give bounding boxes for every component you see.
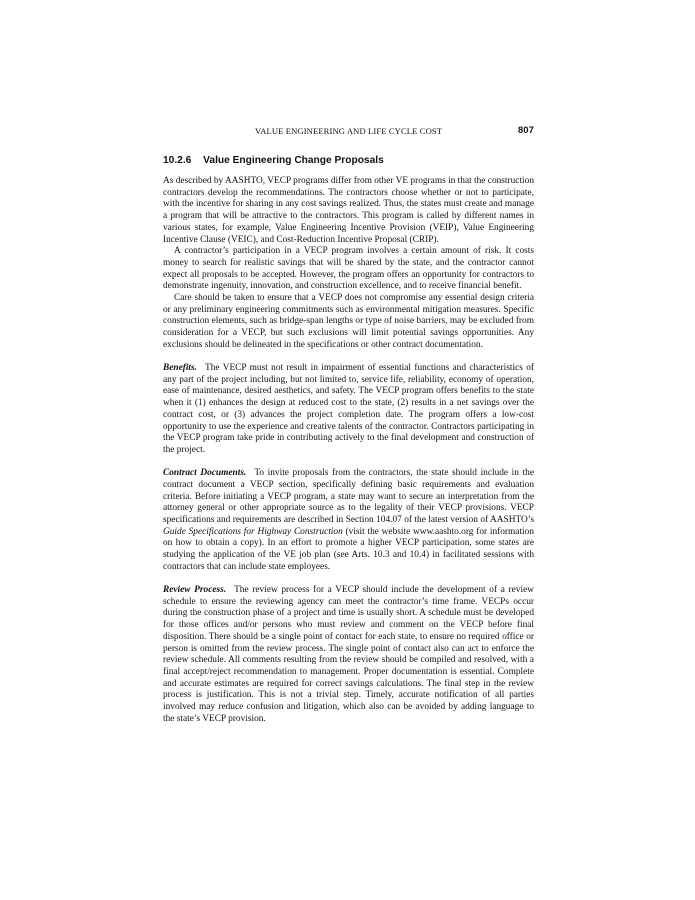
contract-documents-paragraph bbox=[163, 468, 534, 573]
body-text bbox=[163, 176, 534, 725]
section-heading bbox=[163, 155, 384, 166]
paragraph-exclusions: Care should be taken to ensure that a VECP does not compromise any essential design criteria or any preliminary engineering commitments such as environmental mitigation measures. Specific construction elements, such as bridge-span lengths or type of noise barriers, may be excluded from consideration for a VECP, but such exclusions will limit potential savings opportunities. Any exclusions should be delineated in the specifications or other contract documentation. bbox=[163, 293, 534, 350]
section-number: 10.2.6 bbox=[163, 155, 192, 166]
contract-documents-heading: Contract Documents. bbox=[163, 468, 247, 479]
benefits-paragraph bbox=[163, 363, 534, 457]
review-process-paragraph bbox=[163, 585, 534, 725]
benefits-text: The VECP must not result in impairment of essential functions and characteristics of any part of the project including, but not limited to, service life, reliability, economy of operation, ease of maintenance, desired aesthetics, and safety. The VECP program offers benefits to the state when it (1) enhances the design at reduced cost to the state, (2) results in a net savings over the contract cost, or (3) advances the project completion date. The program offers a low-cost opportunity to use the experience and creative talents of the contractor. Contractors participating in the VECP program take pride in contributing actively to the final development and construction of the project. bbox=[163, 363, 534, 455]
page-number: 807 bbox=[517, 125, 534, 136]
benefits-heading: Benefits. bbox=[163, 363, 197, 374]
review-process-heading: Review Process. bbox=[163, 585, 227, 595]
guide-specifications-title: Guide Specifications for Highway Construction bbox=[163, 526, 343, 537]
contract-documents-text-b: (visit the website www.aashto.org for information on how to obtain a copy). In an effort to promote a higher VECP participation, some states are studying the application of the VE job plan (see Arts. 10.3 and 10.4) in facilitated sessions with contractors that can include state employees. bbox=[163, 526, 534, 572]
contract-documents-text-a: To invite proposals from the contractors, the state should include in the contract document a VECP section, specifically defining basic requirements and evaluation criteria. Before initiating a VECP program, a state may want to secure an interpretation from the attorney general or other appropriate source as to the legality of their VECP provisions. VECP specifications and requirements are described in Section 104.07 of the latest version of AASHTO’s bbox=[163, 468, 534, 525]
running-title: VALUE ENGINEERING AND LIFE CYCLE COST bbox=[255, 126, 443, 136]
section-title: Value Engineering Change Proposals bbox=[203, 155, 384, 166]
paragraph-contractor-risk: A contractor’s participation in a VECP program involves a certain amount of risk. It costs money to search for realistic savings that will be shared by the state, and the contractor cannot expect all proposals to be accepted. However, the program offers an opportunity for contractors to demonstrate ingenuity, innovation, and construction excellence, and to receive financial benefit. bbox=[163, 246, 534, 292]
paragraph-intro: As described by AASHTO, VECP programs differ from other VE programs in that the construction contractors develop the recommendations. The contractors choose whether or not to participate, with the incentive for sharing in any cost savings realized. Thus, the states must create and manage a program that will be attractive to the contractors. This program is called by different names in various states, for example, Value Engineering Incentive Provision (VEIP), Value Engineering Incentive Clause (VEIC), and Cost-Reduction Incentive Proposal (CRIP). bbox=[163, 176, 534, 245]
review-process-text: The review process for a VECP should include the development of a review schedule to ensure the reviewing agency can meet the contractor’s time frame. VECPs occur during the construction phase of a project and time is usually short. A schedule must be developed for those offices and/or persons who must review and comment on the VECP before final disposition. There should be a single point of contact for each state, to ensure no required office or person is omitted from the review process. The single point of contact also can act to enforce the review schedule. All comments resulting from the review should be compiled and resolved, with a final accept/reject recommendation to management. Proper documentation is essential. Complete and accurate estimates are required for correct savings calculations. The final step in the review process is justification. This is not a trivial step. Timely, accurate notification of all parties involved may reduce confusion and litigation, which also can be avoided by adding language to the state’s VECP provision. bbox=[163, 585, 534, 724]
